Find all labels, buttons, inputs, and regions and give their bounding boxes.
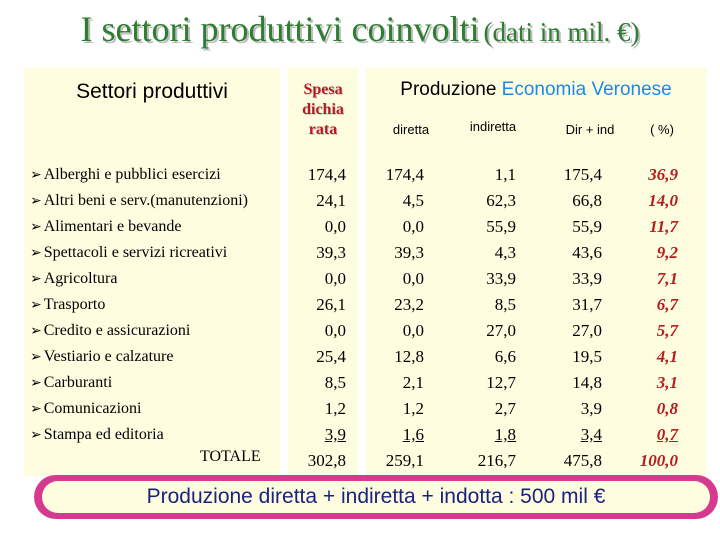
arrow-bullet-icon: ➢ [30, 271, 42, 287]
arrow-bullet-icon: ➢ [30, 167, 42, 183]
header-produzione [366, 79, 706, 101]
arrow-bullet-icon: ➢ [30, 245, 42, 261]
cell-diretta: 12,8 [394, 347, 424, 366]
sector-row [30, 162, 280, 188]
cell-spesa: 24,1 [316, 191, 346, 210]
cell-diretta: 1,2 [402, 399, 424, 418]
header-dir-ind: Dir + ind [565, 122, 615, 137]
cell-indiretta: 1,1 [494, 165, 516, 184]
title-subtitle: (dati in mil. €) [483, 17, 640, 47]
header-pct: ( %) [650, 122, 674, 137]
cell-pct: 7,1 [656, 269, 678, 288]
cell-diretta: 174,4 [385, 165, 424, 184]
arrow-bullet-icon: ➢ [30, 323, 42, 339]
sector-list [30, 162, 280, 448]
cell-dir-ind: 19,5 [572, 347, 602, 366]
arrow-bullet-icon: ➢ [30, 219, 42, 235]
arrow-bullet-icon: ➢ [30, 349, 42, 365]
total-indiretta: 216,7 [477, 451, 516, 470]
cell-diretta: 1,6 [402, 425, 424, 444]
totale-label: TOTALE [200, 448, 261, 465]
header-diretta: diretta [392, 122, 430, 137]
header-produzione-part1: Produzione [400, 79, 497, 100]
cell-indiretta: 2,7 [494, 399, 516, 418]
arrow-bullet-icon: ➢ [30, 427, 42, 443]
header-indiretta: indiretta [469, 119, 517, 134]
cell-dir-ind: 55,9 [572, 217, 602, 236]
cell-indiretta: 62,3 [486, 191, 516, 210]
cell-pct: 3,1 [656, 373, 678, 392]
cell-spesa: 8,5 [324, 373, 346, 392]
sector-row [30, 344, 280, 370]
column-diretta [366, 162, 424, 474]
cell-dir-ind: 33,9 [572, 269, 602, 288]
page-title [0, 8, 720, 50]
cell-spesa: 1,2 [324, 399, 346, 418]
cell-spesa: 26,1 [316, 295, 346, 314]
sector-name: Trasporto [43, 296, 106, 313]
sector-name: Comunicazioni [43, 400, 142, 417]
sector-row [30, 266, 280, 292]
cell-spesa: 0,0 [324, 217, 346, 236]
sector-row [30, 292, 280, 318]
cell-spesa: 174,4 [307, 165, 346, 184]
cell-indiretta: 8,5 [494, 295, 516, 314]
sector-row [30, 370, 280, 396]
cell-dir-ind: 43,6 [572, 243, 602, 262]
total-pct: 100,0 [639, 451, 678, 470]
cell-diretta: 4,5 [402, 191, 424, 210]
cell-pct: 9,2 [656, 243, 678, 262]
total-spesa: 302,8 [307, 451, 346, 470]
sector-name: Spettacoli e servizi ricreativi [43, 244, 228, 261]
sector-row [30, 240, 280, 266]
sector-row [30, 214, 280, 240]
cell-dir-ind: 3,4 [580, 425, 602, 444]
sector-name: Altri beni e serv.(manutenzioni) [43, 192, 248, 209]
cell-spesa: 39,3 [316, 243, 346, 262]
cell-diretta: 0,0 [402, 321, 424, 340]
header-spesa-line2: dichia [302, 101, 344, 118]
sector-name: Carburanti [43, 374, 113, 391]
header-produzione-part2: Economia Veronese [501, 79, 672, 100]
cell-pct: 6,7 [656, 295, 678, 314]
cell-diretta: 0,0 [402, 217, 424, 236]
cell-spesa: 0,0 [324, 269, 346, 288]
header-spesa [288, 80, 358, 140]
sector-name: Agricoltura [43, 270, 118, 287]
column-dir-ind [540, 162, 602, 474]
cell-pct: 0,8 [656, 399, 678, 418]
arrow-bullet-icon: ➢ [30, 193, 42, 209]
cell-pct: 5,7 [656, 321, 678, 340]
total-dir-ind: 475,8 [563, 451, 602, 470]
cell-dir-ind: 27,0 [572, 321, 602, 340]
sector-name: Vestiario e calzature [43, 348, 174, 365]
cell-pct: 0,7 [656, 425, 678, 444]
cell-indiretta: 4,3 [494, 243, 516, 262]
sector-name: Stampa ed editoria [43, 426, 164, 443]
cell-indiretta: 55,9 [486, 217, 516, 236]
cell-indiretta: 33,9 [486, 269, 516, 288]
cell-spesa: 0,0 [324, 321, 346, 340]
header-spesa-line1: Spesa [303, 81, 343, 98]
sector-row [30, 188, 280, 214]
sector-row [30, 422, 280, 448]
cell-diretta: 2,1 [402, 373, 424, 392]
cell-spesa: 25,4 [316, 347, 346, 366]
cell-pct: 4,1 [656, 347, 678, 366]
header-settori: Settori produttivi [76, 80, 228, 103]
header-spesa-line3: rata [308, 121, 338, 138]
column-pct [622, 162, 678, 474]
cell-diretta: 0,0 [402, 269, 424, 288]
sector-name: Credito e assicurazioni [43, 322, 191, 339]
cell-dir-ind: 14,8 [572, 373, 602, 392]
title-main: I settori produttivi coinvolti [80, 9, 480, 49]
arrow-bullet-icon: ➢ [30, 375, 42, 391]
cell-indiretta: 27,0 [486, 321, 516, 340]
cell-dir-ind: 31,7 [572, 295, 602, 314]
column-indiretta [448, 162, 516, 474]
summary-banner: Produzione diretta + indiretta + indotta : 500 mil € [42, 481, 710, 513]
sector-name: Alimentari e bevande [43, 218, 182, 235]
total-diretta: 259,1 [385, 451, 424, 470]
cell-indiretta: 1,8 [494, 425, 516, 444]
cell-dir-ind: 175,4 [563, 165, 602, 184]
cell-diretta: 39,3 [394, 243, 424, 262]
column-spesa [288, 162, 346, 474]
arrow-bullet-icon: ➢ [30, 297, 42, 313]
cell-dir-ind: 66,8 [572, 191, 602, 210]
cell-pct: 36,9 [648, 165, 678, 184]
sector-row [30, 396, 280, 422]
sector-row [30, 318, 280, 344]
cell-pct: 14,0 [648, 191, 678, 210]
arrow-bullet-icon: ➢ [30, 401, 42, 417]
cell-indiretta: 12,7 [486, 373, 516, 392]
cell-pct: 11,7 [649, 217, 678, 236]
cell-indiretta: 6,6 [494, 347, 516, 366]
cell-spesa: 3,9 [324, 425, 346, 444]
sector-name: Alberghi e pubblici esercizi [43, 166, 221, 183]
cell-diretta: 23,2 [394, 295, 424, 314]
cell-dir-ind: 3,9 [580, 399, 602, 418]
